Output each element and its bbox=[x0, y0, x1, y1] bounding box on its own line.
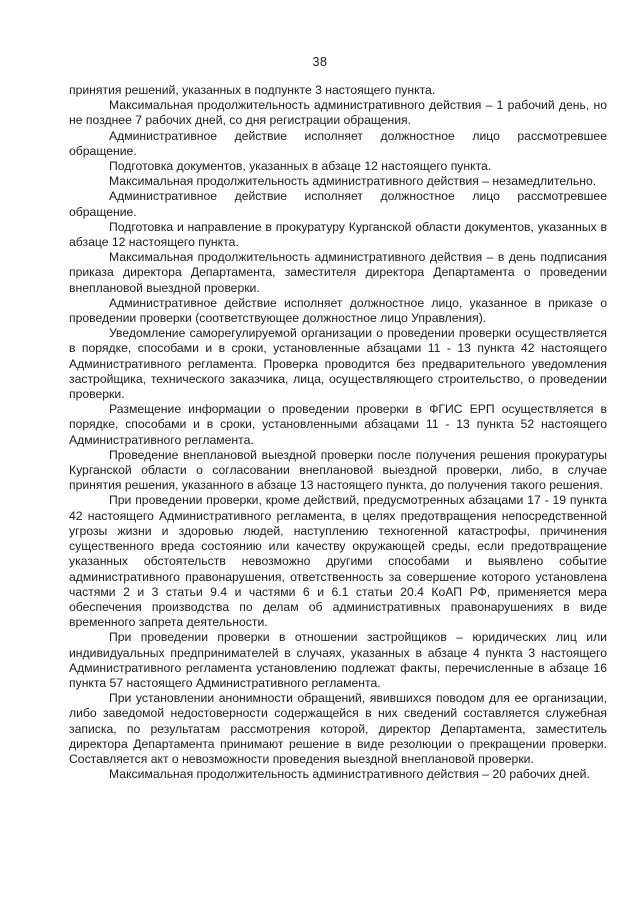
paragraph: Подготовка и направление в прокуратуру Курганской области документов, указанных в абзаце 12 настоящего пункта. bbox=[69, 219, 607, 250]
paragraph: Максимальная продолжительность административного действия – 20 рабочих дней. bbox=[109, 767, 590, 782]
paragraph: Максимальная продолжительность административного действия – незамедлительно. bbox=[109, 174, 597, 189]
paragraph: При установлении анонимности обращений, явившихся поводом для ее организации, либо заведомой недостоверности содержащейся в них сведений составляется служебная записка, по результатам рассмотрения которой, директор Департамента, заместитель директора Департамента принимают решение в виде резолюции о прекращении проверки. Составляется акт о невозможности проведения выездной внеплановой проверки. bbox=[69, 691, 607, 766]
paragraph: Административное действие исполняет должностное лицо рассмотревшее обращение. bbox=[69, 189, 607, 219]
document-body bbox=[69, 83, 607, 782]
paragraph: Административное действие исполняет должностное лицо рассмотревшее обращение. bbox=[69, 128, 607, 158]
paragraph: Подготовка документов, указанных в абзаце 12 настоящего пункта. bbox=[109, 159, 492, 174]
paragraph: Административное действие исполняет должностное лицо, указанное в приказе о проведении проверки (соответствующее должностное лицо Управления). bbox=[69, 295, 607, 326]
paragraph: принятия решений, указанных в подпункте 3 настоящего пункта. bbox=[69, 83, 436, 97]
paragraph: Максимальная продолжительность административного действия – в день подписания приказа директора Департамента, заместителя директора Департамента о проведении внеплановой выездной проверки. bbox=[69, 250, 607, 295]
paragraph: При проведении проверки в отношении застройщиков – юридических лиц или индивидуальных предпринимателей в случаях, указанных в абзаце 4 пункта 3 настоящего Административного регламента установлению подлежат факты, перечисленные в абзаце 16 пункта 57 настоящего Административного регламента. bbox=[69, 630, 607, 690]
paragraph: Максимальная продолжительность административного действия – 1 рабочий день, но не позднее 7 рабочих дней, со дня регистрации обращения. bbox=[69, 98, 607, 128]
paragraph: Проведение внеплановой выездной проверки после получения решения прокуратуры Курганской области о согласовании внеплановой выездной проверки, либо, в случае принятия решения, указанного в абзаце 13 настоящего пункта, до получения такого решения. bbox=[69, 447, 607, 493]
paragraph: Размещение информации о проведении проверки в ФГИС ЕРП осуществляется в порядке, способами и в сроки, установленными абзацами 11 - 13 пункта 52 настоящего Административного регламента. bbox=[69, 402, 607, 447]
page-number: 38 bbox=[312, 55, 328, 69]
paragraph: Уведомление саморегулируемой организации о проведении проверки осуществляется в порядке, способами и в сроки, установленные абзацами 11 - 13 пункта 42 настоящего Административного регламента. Проверка проводится без предварительного уведомления застройщика, технического заказчика, лица, осуществляющего строительство, о проведении проверки. bbox=[69, 326, 607, 402]
paragraph: При проведении проверки, кроме действий, предусмотренных абзацами 17 - 19 пункта 42 настоящего Административного регламента, в целях предотвращения непосредственной угрозы жизни и здоровью людей, наступлению техногенной катастрофы, причинения существенного вреда состоянию или качеству окружающей среды, если предотвращение указанных обстоятельств невозможно другими способами и выявлено событие административного правонарушения, ответственность за совершение которого установлена частями 2 и 3 статьи 9.4 и частями 6 и 6.1 статьи 20.4 КоАП РФ, применяется мера обеспечения производства по делам об административных правонарушениях в виде временного запрета деятельности. bbox=[69, 493, 607, 630]
